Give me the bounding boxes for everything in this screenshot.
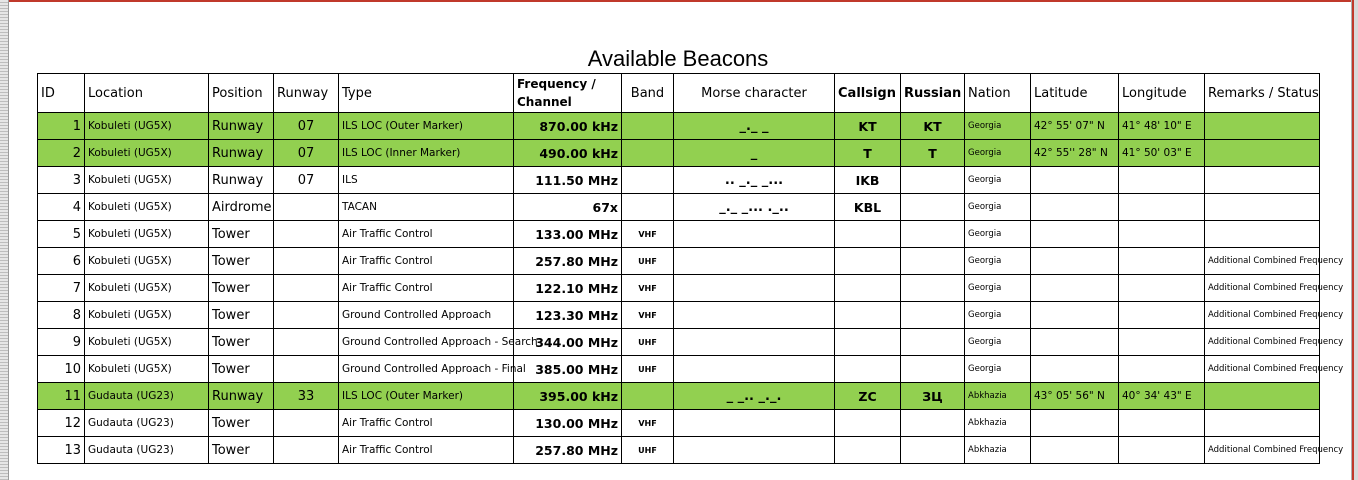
cell-nation[interactable]: Abkhazia	[965, 410, 1031, 437]
cell-position[interactable]: Tower	[209, 329, 274, 356]
cell-russian[interactable]	[901, 329, 965, 356]
cell-band[interactable]	[622, 383, 674, 410]
cell-nation[interactable]: Georgia	[965, 221, 1031, 248]
cell-id[interactable]: 2	[38, 140, 85, 167]
cell-frequency[interactable]: 133.00 MHz	[514, 221, 622, 248]
cell-latitude[interactable]: 42° 55'' 28" N	[1031, 140, 1119, 167]
cell-morse[interactable]	[674, 248, 835, 275]
cell-callsign[interactable]	[835, 329, 901, 356]
cell-longitude[interactable]	[1119, 329, 1205, 356]
cell-frequency[interactable]: 111.50 MHz	[514, 167, 622, 194]
cell-nation[interactable]: Abkhazia	[965, 383, 1031, 410]
table-row	[38, 140, 1320, 167]
cell-callsign[interactable]	[835, 221, 901, 248]
cell-type[interactable]: TACAN	[339, 194, 514, 221]
cell-id[interactable]: 3	[38, 167, 85, 194]
table-row	[38, 167, 1320, 194]
cell-location[interactable]: Kobuleti (UG5X)	[85, 275, 209, 302]
cell-id[interactable]: 5	[38, 221, 85, 248]
cell-longitude[interactable]	[1119, 302, 1205, 329]
table-row	[38, 275, 1320, 302]
cell-callsign[interactable]: KBL	[835, 194, 901, 221]
cell-morse[interactable]	[674, 221, 835, 248]
cell-id[interactable]: 10	[38, 356, 85, 383]
cell-callsign[interactable]: IKB	[835, 167, 901, 194]
cell-type[interactable]: Air Traffic Control	[339, 221, 514, 248]
table-row	[38, 329, 1320, 356]
cell-morse[interactable]	[674, 356, 835, 383]
cell-nation[interactable]: Georgia	[965, 167, 1031, 194]
header-callsign[interactable]: Callsign	[835, 74, 901, 113]
cell-remarks[interactable]	[1205, 221, 1320, 248]
cell-latitude[interactable]	[1031, 167, 1119, 194]
cell-russian[interactable]: KT	[901, 113, 965, 140]
cell-runway[interactable]	[274, 248, 339, 275]
cell-band[interactable]: VHF	[622, 410, 674, 437]
cell-id[interactable]: 11	[38, 383, 85, 410]
cell-remarks[interactable]: Additional Combined Frequency	[1205, 356, 1320, 383]
cell-location[interactable]: Kobuleti (UG5X)	[85, 302, 209, 329]
cell-remarks[interactable]	[1205, 410, 1320, 437]
cell-longitude[interactable]: 41° 48' 10" E	[1119, 113, 1205, 140]
cell-frequency[interactable]: 344.00 MHz	[514, 329, 622, 356]
table-row	[38, 221, 1320, 248]
cell-runway[interactable]: 07	[274, 140, 339, 167]
cell-callsign[interactable]	[835, 437, 901, 464]
cell-russian[interactable]	[901, 410, 965, 437]
cell-type[interactable]: Ground Controlled Approach - Search	[339, 329, 514, 356]
cell-band[interactable]	[622, 194, 674, 221]
cell-morse[interactable]	[674, 437, 835, 464]
table-row	[38, 248, 1320, 275]
cell-band[interactable]	[622, 167, 674, 194]
cell-location[interactable]: Kobuleti (UG5X)	[85, 167, 209, 194]
cell-longitude[interactable]	[1119, 275, 1205, 302]
header-type[interactable]: Type	[339, 74, 514, 113]
table-row	[38, 113, 1320, 140]
cell-location[interactable]: Kobuleti (UG5X)	[85, 356, 209, 383]
cell-latitude[interactable]	[1031, 194, 1119, 221]
table-row	[38, 302, 1320, 329]
cell-latitude[interactable]	[1031, 329, 1119, 356]
cell-morse[interactable]: _	[674, 140, 835, 167]
cell-longitude[interactable]	[1119, 437, 1205, 464]
cell-runway[interactable]	[274, 329, 339, 356]
cell-runway[interactable]	[274, 194, 339, 221]
scrollbar-right[interactable]	[1351, 0, 1358, 480]
table-row	[38, 410, 1320, 437]
cell-remarks[interactable]	[1205, 383, 1320, 410]
cell-location[interactable]: Gudauta (UG23)	[85, 383, 209, 410]
cell-position[interactable]: Airdrome	[209, 194, 274, 221]
cell-frequency[interactable]: 123.30 MHz	[514, 302, 622, 329]
header-runway[interactable]: Runway	[274, 74, 339, 113]
header-location[interactable]: Location	[85, 74, 209, 113]
cell-latitude[interactable]	[1031, 437, 1119, 464]
cell-latitude[interactable]: 43° 05' 56" N	[1031, 383, 1119, 410]
cell-runway[interactable]	[274, 275, 339, 302]
cell-frequency[interactable]: 130.00 MHz	[514, 410, 622, 437]
cell-location[interactable]: Kobuleti (UG5X)	[85, 221, 209, 248]
cell-runway[interactable]	[274, 437, 339, 464]
cell-russian[interactable]	[901, 167, 965, 194]
cell-type[interactable]: ILS LOC (Outer Marker)	[339, 113, 514, 140]
cell-morse[interactable]	[674, 275, 835, 302]
cell-nation[interactable]: Georgia	[965, 356, 1031, 383]
cell-frequency[interactable]: 385.00 MHz	[514, 356, 622, 383]
cell-band[interactable]: UHF	[622, 329, 674, 356]
window-top-border	[0, 0, 1358, 2]
header-morse[interactable]: Morse character	[674, 74, 835, 113]
cell-runway[interactable]	[274, 302, 339, 329]
table-row	[38, 194, 1320, 221]
cell-remarks[interactable]	[1205, 194, 1320, 221]
cell-remarks[interactable]	[1205, 167, 1320, 194]
cell-frequency[interactable]: 490.00 kHz	[514, 140, 622, 167]
cell-remarks[interactable]	[1205, 140, 1320, 167]
table-body	[38, 113, 1344, 464]
cell-type[interactable]: Air Traffic Control	[339, 437, 514, 464]
cell-longitude[interactable]	[1119, 248, 1205, 275]
cell-russian[interactable]: ЗЦ	[901, 383, 965, 410]
cell-russian[interactable]	[901, 437, 965, 464]
cell-location[interactable]: Kobuleti (UG5X)	[85, 194, 209, 221]
cell-location[interactable]: Kobuleti (UG5X)	[85, 113, 209, 140]
cell-nation[interactable]: Georgia	[965, 248, 1031, 275]
header-row	[38, 74, 1320, 113]
cell-russian[interactable]	[901, 221, 965, 248]
table-row	[38, 356, 1320, 383]
cell-callsign[interactable]: T	[835, 140, 901, 167]
cell-callsign[interactable]	[835, 248, 901, 275]
cell-latitude[interactable]	[1031, 275, 1119, 302]
cell-nation[interactable]: Abkhazia	[965, 437, 1031, 464]
cell-morse[interactable]: _._ _	[674, 113, 835, 140]
cell-runway[interactable]	[274, 356, 339, 383]
cell-type[interactable]: Air Traffic Control	[339, 248, 514, 275]
cell-position[interactable]: Tower	[209, 302, 274, 329]
cell-callsign[interactable]: ZC	[835, 383, 901, 410]
cell-location[interactable]: Gudauta (UG23)	[85, 437, 209, 464]
cell-frequency[interactable]: 870.00 kHz	[514, 113, 622, 140]
cell-longitude[interactable]: 40° 34' 43" E	[1119, 383, 1205, 410]
cell-remarks[interactable]: Additional Combined Frequency	[1205, 329, 1320, 356]
cell-band[interactable]: UHF	[622, 356, 674, 383]
header-remarks[interactable]: Remarks / Status	[1205, 74, 1320, 113]
cell-runway[interactable]: 07	[274, 167, 339, 194]
cell-remarks[interactable]: Additional Combined Frequency	[1205, 248, 1320, 275]
cell-position[interactable]: Tower	[209, 275, 274, 302]
cell-morse[interactable]: _ _.. _._.	[674, 383, 835, 410]
cell-nation[interactable]: Georgia	[965, 140, 1031, 167]
cell-longitude[interactable]: 41° 50' 03" E	[1119, 140, 1205, 167]
cell-runway[interactable]: 07	[274, 113, 339, 140]
cell-callsign[interactable]	[835, 410, 901, 437]
cell-runway[interactable]: 33	[274, 383, 339, 410]
cell-longitude[interactable]	[1119, 410, 1205, 437]
header-position[interactable]: Position	[209, 74, 274, 113]
cell-longitude[interactable]	[1119, 356, 1205, 383]
header-latitude[interactable]: Latitude	[1031, 74, 1119, 113]
cell-morse[interactable]	[674, 302, 835, 329]
cell-morse[interactable]: .. _._ _...	[674, 167, 835, 194]
table-row	[38, 383, 1320, 410]
cell-id[interactable]: 6	[38, 248, 85, 275]
cell-type[interactable]: ILS LOC (Outer Marker)	[339, 383, 514, 410]
cell-frequency[interactable]: 257.80 MHz	[514, 437, 622, 464]
cell-nation[interactable]: Georgia	[965, 194, 1031, 221]
cell-band[interactable]: UHF	[622, 437, 674, 464]
cell-callsign[interactable]	[835, 356, 901, 383]
cell-band[interactable]: UHF	[622, 248, 674, 275]
sheet-left-edge	[0, 0, 9, 480]
cell-russian[interactable]	[901, 194, 965, 221]
table-row	[38, 437, 1320, 464]
cell-nation[interactable]: Georgia	[965, 275, 1031, 302]
cell-morse[interactable]: _._ _... ._..	[674, 194, 835, 221]
cell-latitude[interactable]	[1031, 302, 1119, 329]
cell-latitude[interactable]	[1031, 248, 1119, 275]
cell-position[interactable]: Tower	[209, 410, 274, 437]
cell-nation[interactable]: Georgia	[965, 113, 1031, 140]
cell-latitude[interactable]: 42° 55' 07" N	[1031, 113, 1119, 140]
cell-id[interactable]: 4	[38, 194, 85, 221]
cell-band[interactable]	[622, 113, 674, 140]
cell-type[interactable]: Air Traffic Control	[339, 410, 514, 437]
header-band[interactable]: Band	[622, 74, 674, 113]
cell-location[interactable]: Kobuleti (UG5X)	[85, 140, 209, 167]
cell-runway[interactable]	[274, 221, 339, 248]
cell-russian[interactable]	[901, 356, 965, 383]
cell-frequency[interactable]: 395.00 kHz	[514, 383, 622, 410]
cell-band[interactable]: VHF	[622, 221, 674, 248]
cell-remarks[interactable]: Additional Combined Frequency	[1205, 302, 1320, 329]
cell-id[interactable]: 12	[38, 410, 85, 437]
cell-band[interactable]: VHF	[622, 302, 674, 329]
sheet-title: Available Beacons	[587, 46, 769, 71]
cell-location[interactable]: Kobuleti (UG5X)	[85, 248, 209, 275]
header-nation[interactable]: Nation	[965, 74, 1031, 113]
cell-nation[interactable]: Georgia	[965, 302, 1031, 329]
cell-callsign[interactable]: KT	[835, 113, 901, 140]
cell-remarks[interactable]: Additional Combined Frequency	[1205, 437, 1320, 464]
cell-runway[interactable]	[274, 410, 339, 437]
cell-frequency[interactable]: 67x	[514, 194, 622, 221]
header-frequency[interactable]: Frequency / Channel	[514, 74, 622, 113]
cell-remarks[interactable]	[1205, 113, 1320, 140]
cell-location[interactable]: Gudauta (UG23)	[85, 410, 209, 437]
header-russian[interactable]: Russian	[901, 74, 965, 113]
cell-position[interactable]: Tower	[209, 221, 274, 248]
cell-type[interactable]: Ground Controlled Approach - Final	[339, 356, 514, 383]
cell-frequency[interactable]: 257.80 MHz	[514, 248, 622, 275]
cell-longitude[interactable]	[1119, 167, 1205, 194]
header-longitude[interactable]: Longitude	[1119, 74, 1205, 113]
beacons-table	[37, 73, 1344, 464]
cell-position[interactable]: Tower	[209, 248, 274, 275]
cell-latitude[interactable]	[1031, 221, 1119, 248]
cell-type[interactable]: ILS LOC (Inner Marker)	[339, 140, 514, 167]
cell-callsign[interactable]	[835, 275, 901, 302]
cell-type[interactable]: Air Traffic Control	[339, 275, 514, 302]
cell-latitude[interactable]	[1031, 356, 1119, 383]
cell-id[interactable]: 8	[38, 302, 85, 329]
cell-id[interactable]: 9	[38, 329, 85, 356]
cell-russian[interactable]	[901, 302, 965, 329]
cell-location[interactable]: Kobuleti (UG5X)	[85, 329, 209, 356]
cell-position[interactable]: Runway	[209, 167, 274, 194]
cell-russian[interactable]: T	[901, 140, 965, 167]
cell-remarks[interactable]: Additional Combined Frequency	[1205, 275, 1320, 302]
cell-latitude[interactable]	[1031, 410, 1119, 437]
header-id[interactable]: ID	[38, 74, 85, 113]
cell-position[interactable]: Runway	[209, 113, 274, 140]
cell-band[interactable]: VHF	[622, 275, 674, 302]
cell-id[interactable]: 13	[38, 437, 85, 464]
cell-position[interactable]: Tower	[209, 356, 274, 383]
cell-russian[interactable]	[901, 248, 965, 275]
cell-longitude[interactable]	[1119, 194, 1205, 221]
cell-frequency[interactable]: 122.10 MHz	[514, 275, 622, 302]
cell-position[interactable]: Runway	[209, 140, 274, 167]
cell-morse[interactable]	[674, 410, 835, 437]
cell-type[interactable]: ILS	[339, 167, 514, 194]
cell-position[interactable]: Runway	[209, 383, 274, 410]
cell-longitude[interactable]	[1119, 221, 1205, 248]
cell-callsign[interactable]	[835, 302, 901, 329]
cell-type[interactable]: Ground Controlled Approach	[339, 302, 514, 329]
cell-band[interactable]	[622, 140, 674, 167]
cell-id[interactable]: 1	[38, 113, 85, 140]
cell-id[interactable]: 7	[38, 275, 85, 302]
cell-position[interactable]: Tower	[209, 437, 274, 464]
cell-russian[interactable]	[901, 275, 965, 302]
cell-nation[interactable]: Georgia	[965, 329, 1031, 356]
cell-morse[interactable]	[674, 329, 835, 356]
